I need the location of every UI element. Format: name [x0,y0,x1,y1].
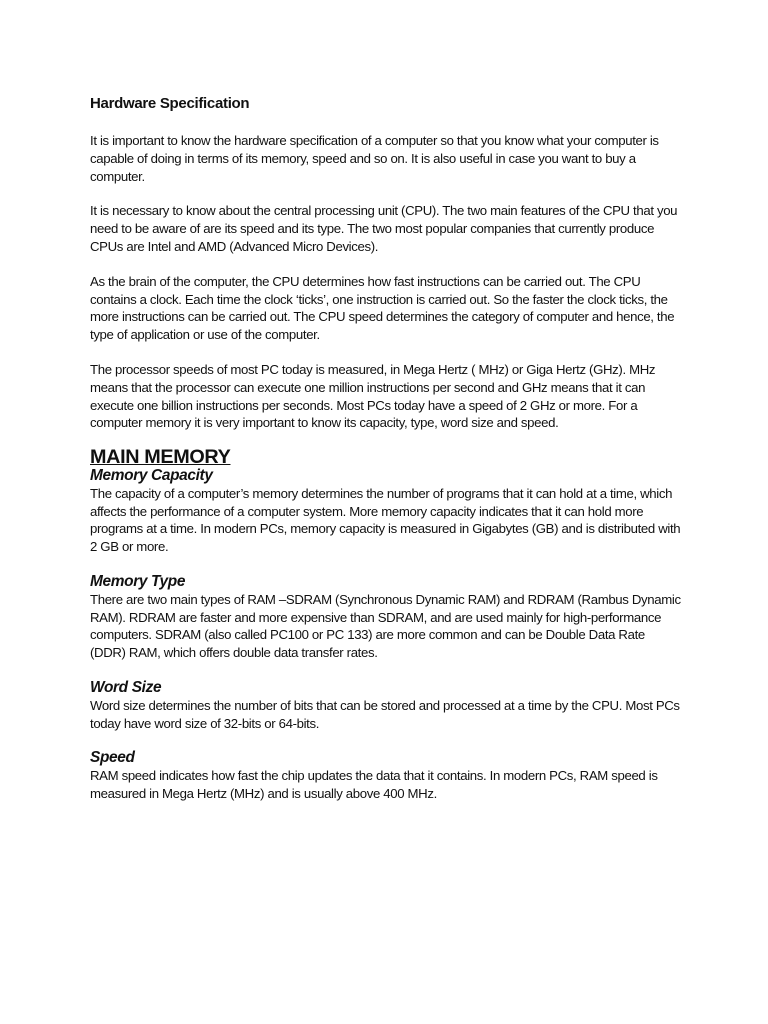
spacer [90,662,682,679]
memory-capacity-text: The capacity of a computer’s memory determines the number of programs that it can hold at a time, which affects the performance of a computer system. More memory capacity indicates that it can hold more programs at a time. In modern PCs, memory capacity is measured in Gigabytes (GB) and is distributed with 2 GB or more. [90,485,681,555]
spacer [90,256,682,273]
processor-speed-paragraph: The processor speeds of most PC today is measured, in Mega Hertz ( MHz) or Giga Hertz (GHz). MHz means that the processor can execute one million instructions per second and GHz means that it can execute one billion instructions per seconds. Most PCs today have a speed of 2 GHz or more. For a computer memory it is very important to know its capacity, type, word size and speed. [90,361,656,431]
spacer [90,185,682,202]
spacer [90,732,682,749]
main-memory-heading: MAIN MEMORY [90,446,231,469]
memory-type-text: There are two main types of RAM –SDRAM (Synchronous Dynamic RAM) and RDRAM (Rambus Dynamic RAM). RDRAM are faster and more expensive than SDRAM, and are used mainly for high-performance computers. SDRAM (also called PC100 or PC 133) are more common and can be Double Data Rate (DDR) RAM, which offers double data transfer rates. [90,591,681,661]
intro-paragraph: It is important to know the hardware specification of a computer so that you know what your computer is capable of doing in terms of its memory, speed and so on. It is also useful in case you want to buy a computer. [90,133,659,184]
spacer [90,344,682,361]
memory-capacity-heading: Memory Capacity [90,466,213,484]
spacer [90,556,682,573]
spacer [90,114,682,132]
speed-text: RAM speed indicates how fast the chip updates the data that it contains. In modern PCs, RAM speed is measured in Mega Hertz (MHz) and is usually above 400 MHz. [90,768,658,801]
memory-type-heading: Memory Type [90,572,186,590]
cpu-paragraph: It is necessary to know about the central processing unit (CPU). The two main features of the CPU that you need to be aware of are its speed and its type. The two most popular companies that currently produce CPUs are Intel and AMD (Advanced Micro Devices). [90,203,678,254]
document-page [90,94,682,803]
speed-heading: Speed [90,749,135,767]
word-size-heading: Word Size [90,678,162,696]
page-title: Hardware Specification [90,95,250,112]
word-size-text: Word size determines the number of bits that can be stored and processed at a time by the CPU. Most PCs today have word size of 32-bits or 64-bits. [90,697,680,731]
cpu-clock-paragraph: As the brain of the computer, the CPU determines how fast instructions can be carried out. The CPU contains a clock. Each time the clock ‘ticks’, one instruction is carried out. So the faster the clock ticks, the more instructions can be carried out. The CPU speed determines the category of computer and hence, the type of application or use of the computer. [90,273,675,343]
